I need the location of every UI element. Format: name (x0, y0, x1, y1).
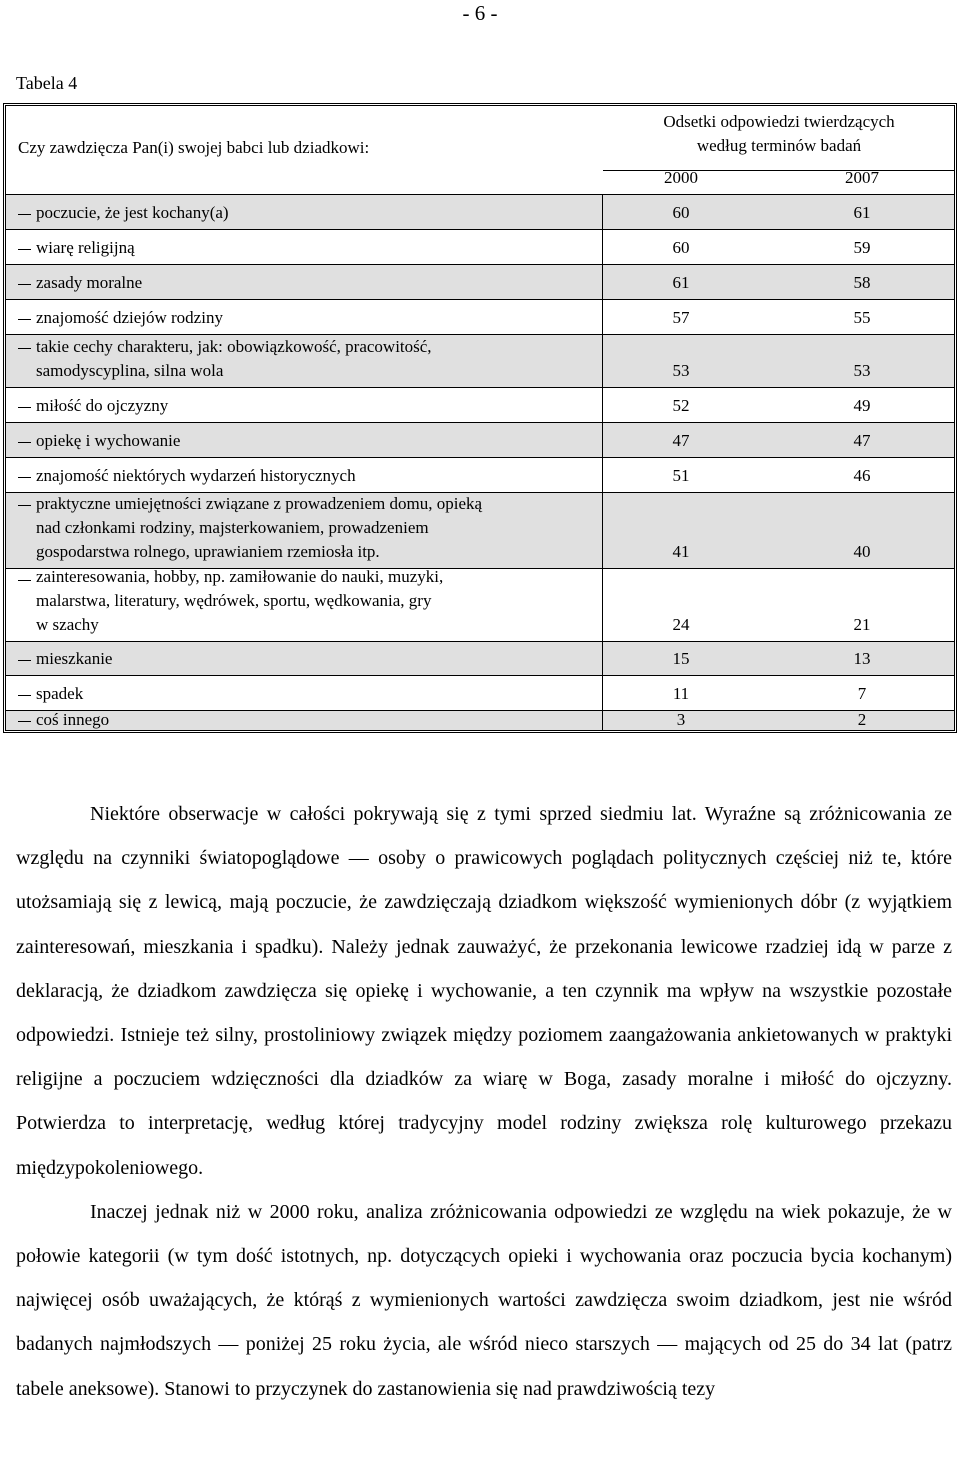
page-number: - 6 - (462, 1, 498, 25)
value-2007: 47 (853, 431, 871, 450)
value-2007: 13 (853, 649, 871, 668)
row-label: poczucie, że jest kochany(a) (36, 203, 229, 222)
row-label (36, 492, 482, 564)
table-row (6, 422, 954, 457)
value-2000: 41 (672, 542, 690, 561)
dash-marker (18, 319, 31, 321)
value-2000: 11 (672, 684, 690, 703)
value-2007: 58 (853, 273, 871, 292)
row-label: znajomość dziejów rodziny (36, 308, 223, 327)
table-header-caption (604, 110, 954, 158)
row-label: opiekę i wychowanie (36, 431, 181, 450)
value-2000: 51 (672, 466, 690, 485)
table-row (6, 710, 954, 730)
row-label-line: zainteresowania, hobby, np. zamiłowanie do nauki, muzyki, (36, 567, 444, 586)
dash-marker (18, 442, 31, 444)
row-label-line: w szachy (36, 615, 99, 634)
table-row (6, 387, 954, 422)
dash-marker (18, 695, 31, 697)
row-label: wiarę religijną (36, 238, 135, 257)
value-2000: 15 (672, 649, 690, 668)
table-header (6, 106, 954, 170)
value-2000: 52 (672, 396, 690, 415)
row-label: spadek (36, 684, 84, 703)
table-question: Czy zawdzięcza Pan(i) swojej babci lub dziadkowi: (18, 138, 370, 157)
table-row (6, 492, 954, 568)
row-label-line: praktyczne umiejętności związane z prowadzeniem domu, opieką (36, 494, 483, 513)
dash-marker (18, 477, 31, 479)
table-row (6, 675, 954, 710)
row-label-line: gospodarstwa rolnego, uprawianiem rzemiosła itp. (36, 542, 380, 561)
results-table (3, 103, 957, 733)
year-2000: 2000 (664, 168, 698, 187)
value-2000: 61 (672, 273, 690, 292)
table-row (6, 194, 954, 229)
row-label: coś innego (36, 710, 110, 729)
value-2007: 55 (853, 308, 871, 327)
value-2007: 61 (853, 203, 871, 222)
value-2000: 57 (672, 308, 690, 327)
table-row (6, 457, 954, 492)
year-2007: 2007 (845, 168, 879, 187)
header-line-2: według terminów badań (696, 136, 862, 155)
dash-marker (18, 505, 31, 507)
value-2007: 7 (857, 684, 867, 703)
row-label: mieszkanie (36, 649, 113, 668)
table-row (6, 264, 954, 299)
dash-marker (18, 214, 31, 216)
value-2007: 49 (853, 396, 871, 415)
table-row (6, 299, 954, 334)
row-label-line: nad członkami rodziny, majsterkowaniem, prowadzeniem (36, 518, 429, 537)
value-2007: 53 (853, 361, 871, 380)
row-label-line: takie cechy charakteru, jak: obowiązkowość, pracowitość, (36, 337, 432, 356)
paragraph: Inaczej jednak niż w 2000 roku, analiza zróżnicowania odpowiedzi ze względu na wiek pokazuje, że w połowie kategorii (w tym dość istotnych, np. dotyczących opieki i wychowania oraz poczucia bycia kochanym) najwięcej osób uważających, że którąś z wymienionych wartości zawdzięcza swoim dziadkom, jest nie wśród badanych najmłodszych — poniżej 25 roku życia, ale wśród nieco starszych — mających od 25 do 34 lat (patrz tabele aneksowe). Stanowi to przyczynek do zastanowienia się nad prawdziwością tezy (16, 1200, 952, 1400)
table-row (6, 334, 954, 387)
table-row (6, 641, 954, 675)
value-2007: 40 (853, 542, 871, 561)
value-2007: 46 (853, 466, 871, 485)
value-2000: 24 (672, 615, 690, 634)
dash-marker (18, 348, 31, 350)
row-label: znajomość niektórych wydarzeń historycznych (36, 466, 356, 485)
paragraph: Niektóre obserwacje w całości pokrywają się z tymi sprzed siedmiu lat. Wyraźne są zróżnicowania ze względu na czynniki światopoglądowe — osoby o prawicowych poglądach politycznych częściej niż te, które utożsamiają się z lewicą, mają poczucie, że zawdzięczają dziadkom większość wymienionych dóbr (z wyjątkiem zainteresowań, mieszkania i spadku). Należy jednak zauważyć, że przekonania lewicowe rzadziej idą w parze z deklaracją, że dziadkom zawdzięcza się opiekę i wychowanie, a ten czynnik ma wpływ na wszystkie pozostałe odpowiedzi. Istnieje też silny, prostoliniowy związek między poziomem zaangażowania ankietowanych w praktyki religijne a poczuciem wdzięczności dla dziadków za wiarę w Boga, zasady moralne i miłość do ojczyzny. Potwierdza to interpretację, według której tradycyjny model rodziny zwiększa rolę kulturowego przekazu międzypokoleniowego. (16, 803, 952, 1179)
dash-marker (18, 660, 31, 662)
dash-marker (18, 721, 31, 723)
value-2000: 47 (672, 431, 690, 450)
value-2007: 21 (853, 615, 871, 634)
table-row (6, 568, 954, 641)
dash-marker (18, 407, 31, 409)
value-2000: 60 (672, 203, 690, 222)
value-2000: 60 (672, 238, 690, 257)
value-2000: 3 (676, 710, 686, 729)
dash-marker (18, 284, 31, 286)
year-header-row (6, 170, 954, 194)
table-row (6, 229, 954, 264)
value-2007: 2 (857, 710, 867, 729)
row-label (36, 565, 443, 637)
row-label (36, 335, 432, 383)
row-label: miłość do ojczyzny (36, 396, 169, 415)
row-label: zasady moralne (36, 273, 143, 292)
row-label-line: malarstwa, literatury, wędrówek, sportu, wędkowania, gry (36, 591, 432, 610)
body-text (16, 792, 952, 1411)
row-label-line: samodyscyplina, silna wola (36, 361, 224, 380)
value-2007: 59 (853, 238, 871, 257)
table-label: Tabela 4 (16, 73, 78, 93)
dash-marker (18, 249, 31, 251)
value-2000: 53 (672, 361, 690, 380)
header-line-1: Odsetki odpowiedzi twierdzących (663, 112, 895, 131)
dash-marker (18, 580, 31, 582)
